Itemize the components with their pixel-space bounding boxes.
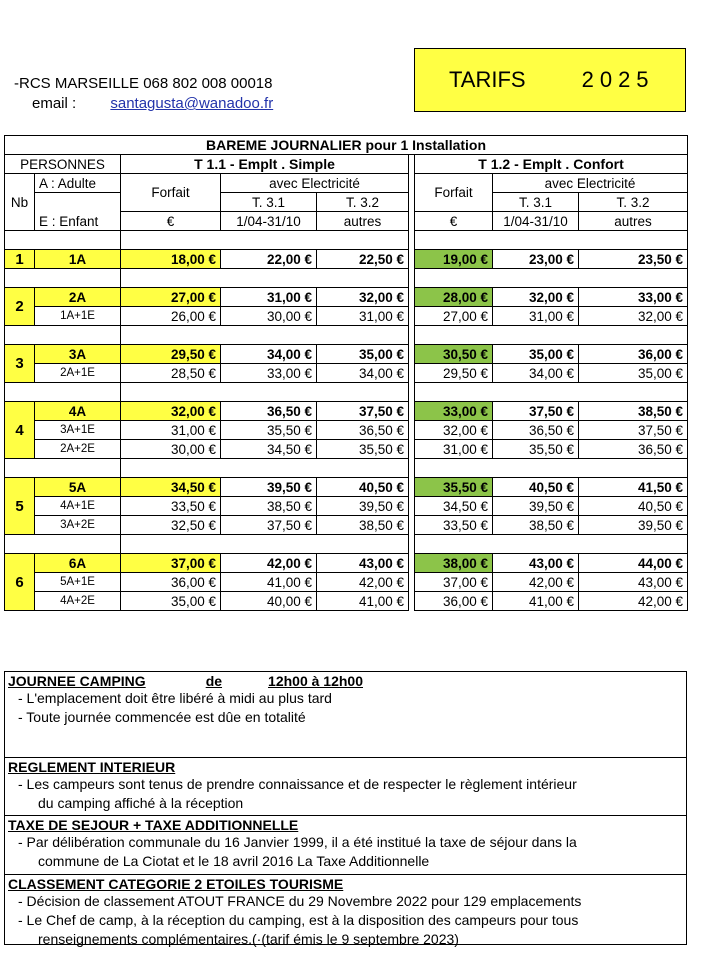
price-t32-confort: 40,50 € — [579, 497, 688, 516]
classement-line-1: - Décision de classement ATOUT FRANCE du 29 Novembre 2022 pour 129 emplacements — [18, 893, 582, 909]
persons-label: 4A+1E — [35, 497, 121, 516]
reglement-title: REGLEMENT INTERIEUR — [8, 759, 176, 775]
price-forfait-confort: 30,50 € — [415, 345, 493, 364]
personnes-header: PERSONNES — [5, 155, 121, 174]
reglement-section — [5, 758, 686, 816]
group-nb: 4 — [5, 402, 35, 459]
persons-label: 5A — [35, 478, 121, 497]
price-t32-confort: 38,50 € — [579, 402, 688, 421]
forfait-header-1: Forfait — [121, 174, 221, 212]
price-forfait-confort: 33,00 € — [415, 402, 493, 421]
price-t31-confort: 35,00 € — [493, 345, 579, 364]
t32-header-1: T. 3.2 — [317, 193, 409, 212]
autres-header-1: autres — [317, 212, 409, 231]
enfant-label: E : Enfant — [35, 193, 121, 231]
table-row — [5, 554, 688, 573]
taxe-section — [5, 816, 686, 875]
price-t31-simple: 36,50 € — [221, 402, 317, 421]
group-nb: 5 — [5, 478, 35, 535]
price-t31-simple: 33,00 € — [221, 364, 317, 383]
tarifs-label: TARIFS — [449, 67, 526, 92]
table-row — [5, 421, 688, 440]
journee-item-1: - L'emplacement doit être libéré à midi au plus tard — [18, 690, 332, 706]
persons-label: 5A+1E — [35, 573, 121, 592]
price-forfait-confort: 28,00 € — [415, 288, 493, 307]
persons-label: 3A — [35, 345, 121, 364]
price-t31-confort: 36,50 € — [493, 421, 579, 440]
taxe-title: TAXE DE SEJOUR + TAXE ADDITIONNELLE — [8, 817, 299, 833]
price-t32-simple: 22,50 € — [317, 250, 409, 269]
price-forfait-simple: 31,00 € — [121, 421, 221, 440]
price-t31-simple: 31,00 € — [221, 288, 317, 307]
price-t31-simple: 41,00 € — [221, 573, 317, 592]
price-forfait-confort: 33,50 € — [415, 516, 493, 535]
price-t32-confort: 37,50 € — [579, 421, 688, 440]
persons-label: 2A+2E — [35, 440, 121, 459]
price-forfait-confort: 38,00 € — [415, 554, 493, 573]
elec-header-1: avec Electricité — [221, 174, 409, 193]
tarifs-year: 2025 — [581, 67, 655, 92]
elec-header-2: avec Electricité — [493, 174, 688, 193]
rcs-number: -RCS MARSEILLE 068 802 008 00018 — [14, 75, 273, 92]
price-t32-simple: 35,50 € — [317, 440, 409, 459]
price-t32-confort: 36,50 € — [579, 440, 688, 459]
price-forfait-simple: 33,50 € — [121, 497, 221, 516]
price-t32-confort: 43,00 € — [579, 573, 688, 592]
price-forfait-confort: 32,00 € — [415, 421, 493, 440]
email-label: email : — [32, 95, 77, 112]
table-row — [5, 440, 688, 459]
price-forfait-simple: 18,00 € — [121, 250, 221, 269]
price-t32-confort: 36,00 € — [579, 345, 688, 364]
table-row — [5, 497, 688, 516]
price-forfait-simple: 26,00 € — [121, 307, 221, 326]
table-row — [5, 478, 688, 497]
persons-label: 3A+2E — [35, 516, 121, 535]
price-forfait-simple: 32,00 € — [121, 402, 221, 421]
price-t31-simple: 38,50 € — [221, 497, 317, 516]
group-nb: 3 — [5, 345, 35, 383]
adulte-label: A : Adulte — [35, 174, 121, 193]
price-t32-confort: 35,00 € — [579, 364, 688, 383]
price-forfait-confort: 34,50 € — [415, 497, 493, 516]
price-t31-confort: 23,00 € — [493, 250, 579, 269]
persons-label: 4A — [35, 402, 121, 421]
t31-header-1: T. 3.1 — [221, 193, 317, 212]
price-t31-confort: 35,50 € — [493, 440, 579, 459]
price-t32-simple: 35,00 € — [317, 345, 409, 364]
period-header-1: 1/04-31/10 — [221, 212, 317, 231]
classement-title: CLASSEMENT CATEGORIE 2 ETOILES TOURISME — [8, 876, 344, 892]
price-forfait-confort: 19,00 € — [415, 250, 493, 269]
price-forfait-simple: 28,50 € — [121, 364, 221, 383]
tarifs-banner — [414, 48, 686, 112]
persons-label: 2A+1E — [35, 364, 121, 383]
price-t32-confort: 42,00 € — [579, 592, 688, 611]
euro-header-1: € — [121, 212, 221, 231]
group-nb: 1 — [5, 250, 35, 269]
table-row — [5, 250, 688, 269]
price-t31-confort: 40,50 € — [493, 478, 579, 497]
price-t31-simple: 37,50 € — [221, 516, 317, 535]
price-forfait-confort: 29,50 € — [415, 364, 493, 383]
price-t31-simple: 34,50 € — [221, 440, 317, 459]
price-forfait-simple: 29,50 € — [121, 345, 221, 364]
price-t32-confort: 32,00 € — [579, 307, 688, 326]
nb-header: Nb — [5, 174, 35, 231]
price-t32-simple: 38,50 € — [317, 516, 409, 535]
classement-section — [5, 875, 686, 951]
price-forfait-simple: 37,00 € — [121, 554, 221, 573]
table-row — [5, 288, 688, 307]
t12-header: T 1.2 - Emplt . Confort — [415, 155, 688, 174]
group-nb: 2 — [5, 288, 35, 326]
price-forfait-confort: 31,00 € — [415, 440, 493, 459]
table-row — [5, 516, 688, 535]
journee-section — [5, 672, 686, 758]
company-info — [14, 74, 273, 114]
price-forfait-confort: 35,50 € — [415, 478, 493, 497]
t11-header: T 1.1 - Emplt . Simple — [121, 155, 409, 174]
t32-header-2: T. 3.2 — [579, 193, 688, 212]
price-t31-simple: 22,00 € — [221, 250, 317, 269]
price-t32-confort: 44,00 € — [579, 554, 688, 573]
price-forfait-simple: 35,00 € — [121, 592, 221, 611]
price-t31-confort: 31,00 € — [493, 307, 579, 326]
price-t32-simple: 31,00 € — [317, 307, 409, 326]
price-t32-simple: 43,00 € — [317, 554, 409, 573]
journee-title: JOURNEE CAMPING de 12h00 à 12h00 — [8, 673, 363, 689]
price-t31-simple: 39,50 € — [221, 478, 317, 497]
price-t32-simple: 40,50 € — [317, 478, 409, 497]
price-t31-simple: 30,00 € — [221, 307, 317, 326]
price-forfait-simple: 34,50 € — [121, 478, 221, 497]
autres-header-2: autres — [579, 212, 688, 231]
price-t32-simple: 36,50 € — [317, 421, 409, 440]
email-link[interactable]: santagusta@wanadoo.fr — [110, 95, 274, 112]
price-t31-simple: 35,50 € — [221, 421, 317, 440]
journee-item-2: - Toute journée commencée est dûe en totalité — [18, 709, 306, 725]
table-row — [5, 307, 688, 326]
persons-label: 1A+1E — [35, 307, 121, 326]
persons-label: 4A+2E — [35, 592, 121, 611]
table-row — [5, 402, 688, 421]
price-forfait-confort: 36,00 € — [415, 592, 493, 611]
persons-label: 2A — [35, 288, 121, 307]
classement-line-3: renseignements complémentaires.(·(tarif émis le 9 septembre 2023) — [38, 931, 459, 947]
price-t31-confort: 41,00 € — [493, 592, 579, 611]
price-t31-confort: 39,50 € — [493, 497, 579, 516]
forfait-header-2: Forfait — [415, 174, 493, 212]
price-t31-simple: 40,00 € — [221, 592, 317, 611]
price-t32-confort: 23,50 € — [579, 250, 688, 269]
reglement-line-1: - Les campeurs sont tenus de prendre connaissance et de respecter le règlement intérieur — [18, 776, 577, 792]
price-forfait-simple: 30,00 € — [121, 440, 221, 459]
period-header-2: 1/04-31/10 — [493, 212, 579, 231]
price-forfait-confort: 27,00 € — [415, 307, 493, 326]
persons-label: 6A — [35, 554, 121, 573]
price-t31-confort: 37,50 € — [493, 402, 579, 421]
price-t32-simple: 37,50 € — [317, 402, 409, 421]
price-forfait-simple: 32,50 € — [121, 516, 221, 535]
price-t32-confort: 33,00 € — [579, 288, 688, 307]
price-t32-simple: 34,00 € — [317, 364, 409, 383]
price-t31-confort: 32,00 € — [493, 288, 579, 307]
info-box — [4, 671, 687, 945]
persons-label: 3A+1E — [35, 421, 121, 440]
price-t32-confort: 41,50 € — [579, 478, 688, 497]
price-t31-simple: 42,00 € — [221, 554, 317, 573]
price-t31-confort: 38,50 € — [493, 516, 579, 535]
table-row — [5, 573, 688, 592]
taxe-line-2: commune de La Ciotat et le 18 avril 2016 La Taxe Additionnelle — [38, 853, 430, 869]
classement-line-2: - Le Chef de camp, à la réception du camping, est à la disposition des campeurs pour tous — [18, 912, 579, 928]
price-t31-confort: 43,00 € — [493, 554, 579, 573]
taxe-line-1: - Par délibération communale du 16 Janvier 1999, il a été institué la taxe de séjour dans la — [18, 834, 577, 850]
table-row — [5, 592, 688, 611]
euro-header-2: € — [415, 212, 493, 231]
price-t31-confort: 42,00 € — [493, 573, 579, 592]
price-t31-confort: 34,00 € — [493, 364, 579, 383]
reglement-line-2: du camping affiché à la réception — [38, 795, 244, 811]
price-t32-simple: 32,00 € — [317, 288, 409, 307]
persons-label: 1A — [35, 250, 121, 269]
table-title: BAREME JOURNALIER pour 1 Installation — [5, 136, 688, 155]
group-nb: 6 — [5, 554, 35, 611]
price-forfait-simple: 27,00 € — [121, 288, 221, 307]
price-t32-simple: 42,00 € — [317, 573, 409, 592]
t31-header-2: T. 3.1 — [493, 193, 579, 212]
rates-table — [4, 135, 688, 611]
price-forfait-confort: 37,00 € — [415, 573, 493, 592]
price-t31-simple: 34,00 € — [221, 345, 317, 364]
price-t32-simple: 39,50 € — [317, 497, 409, 516]
price-forfait-simple: 36,00 € — [121, 573, 221, 592]
table-row — [5, 364, 688, 383]
price-t32-simple: 41,00 € — [317, 592, 409, 611]
price-t32-confort: 39,50 € — [579, 516, 688, 535]
table-row — [5, 345, 688, 364]
email-row — [14, 94, 273, 114]
